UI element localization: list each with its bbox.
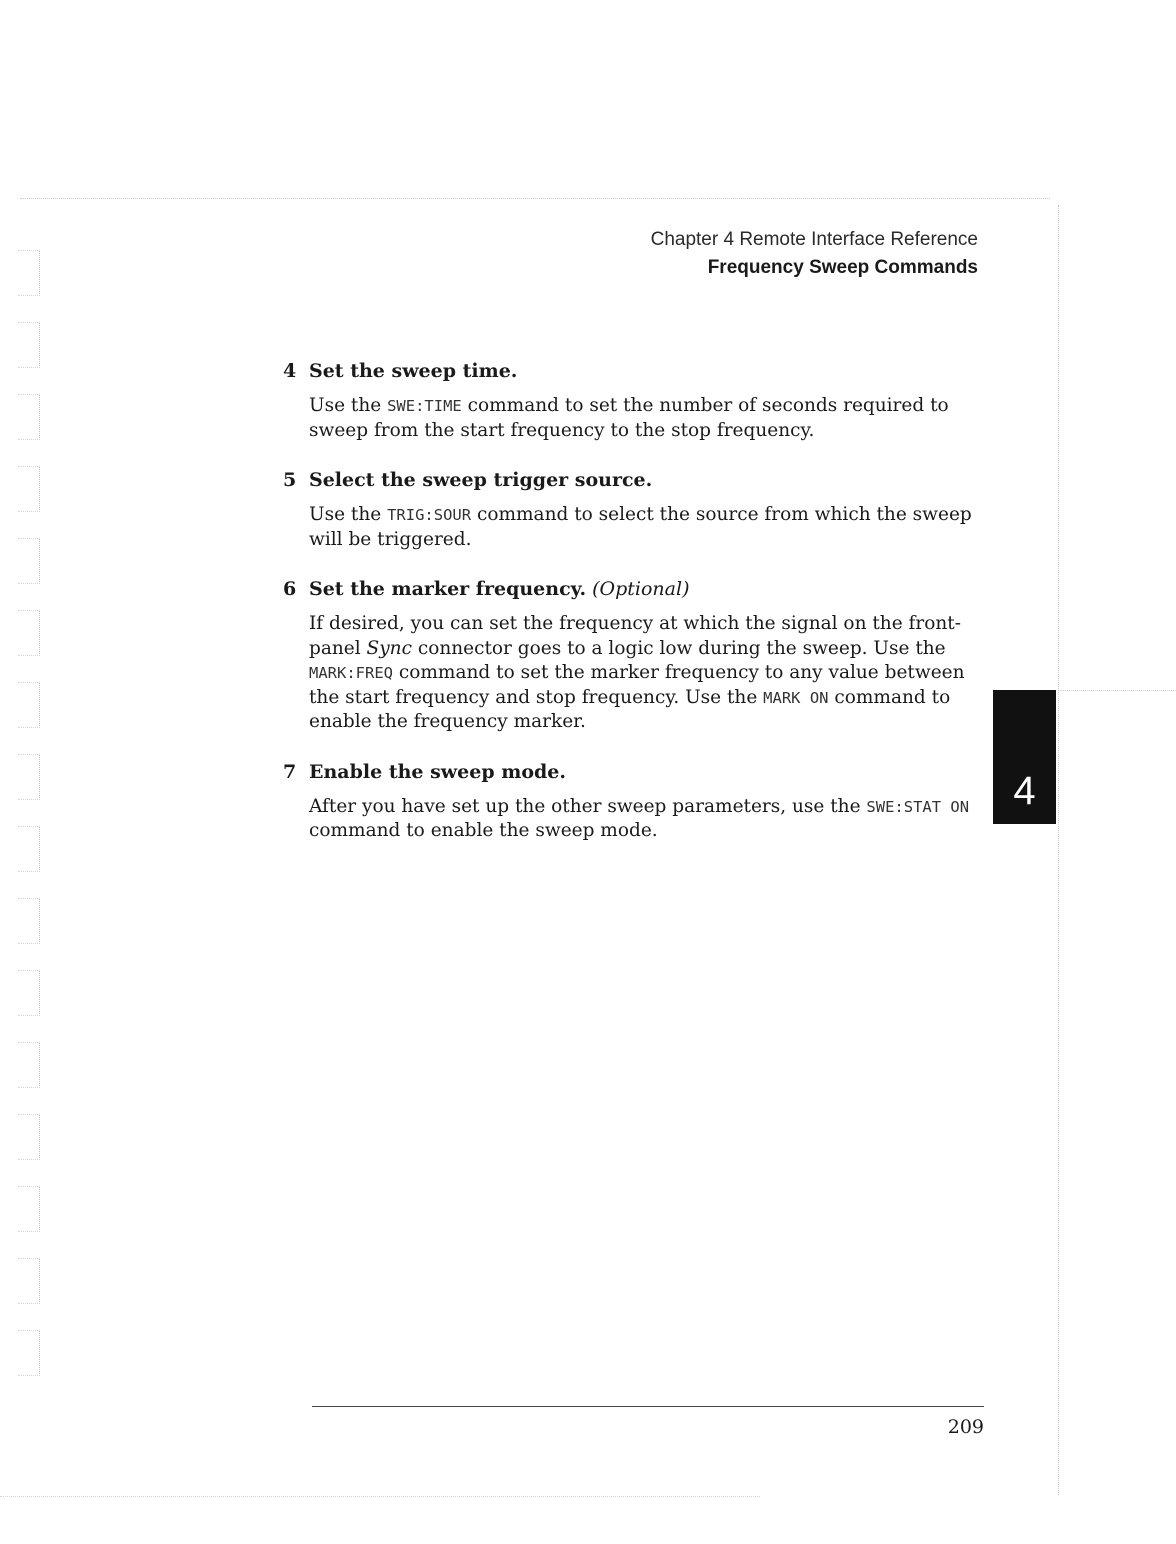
step-5: [283, 465, 983, 552]
connector-name: Sync: [366, 637, 412, 659]
binder-tab-marks: [18, 250, 40, 1402]
step-body: Use the SWE:TIME command to set the number of seconds required to sweep from the start frequency to the stop frequency.: [309, 395, 949, 441]
command-code: TRIG:SOUR: [387, 506, 472, 524]
step-title: Set the sweep time.: [309, 360, 518, 382]
step-title: Enable the sweep mode.: [309, 760, 567, 783]
command-code: MARK ON: [763, 688, 829, 707]
chapter-thumb-tab: [993, 690, 1056, 824]
step-7: [283, 757, 983, 844]
scan-edge-mid: [1060, 690, 1176, 691]
command-code: MARK:FREQ: [309, 664, 393, 682]
step-number: 4: [283, 360, 297, 382]
step-number: 5: [283, 469, 297, 491]
scan-edge-right: [1058, 205, 1059, 1495]
step-body: Use the TRIG:SOUR command to select the source from which the sweep will be triggered.: [309, 504, 972, 550]
step-4: [283, 356, 983, 443]
section-title: Frequency Sweep Commands: [707, 257, 978, 278]
step-number: 7: [283, 760, 297, 783]
running-header: [651, 226, 978, 282]
step-title: Set the marker frequency.: [309, 578, 587, 600]
page-number: 209: [947, 1416, 984, 1438]
command-code: SWE:TIME: [387, 397, 462, 415]
step-body: After you have set up the other sweep parameters, use the SWE:STAT ON command to enable the sweep mode.: [309, 795, 970, 841]
footer-rule: [312, 1406, 984, 1407]
step-title: Select the sweep trigger source.: [309, 469, 653, 491]
command-code: SWE:STAT ON: [866, 797, 970, 816]
scan-edge-top: [20, 198, 1050, 199]
chapter-tab-number: 4: [1013, 769, 1036, 813]
step-number: 6: [283, 578, 297, 600]
optional-note: (Optional): [592, 578, 690, 600]
step-6: [283, 574, 983, 735]
step-body: If desired, you can set the frequency at which the signal on the front-panel Sync connector goes to a logic low during the sweep. Use the MARK:FREQ command to set the marker frequency to any value between the start frequency and stop frequency. Use the MARK ON command to enable the frequency marker.: [309, 613, 965, 732]
chapter-title: Chapter 4 Remote Interface Reference: [650, 229, 978, 250]
scan-edge-bottom: [0, 1496, 760, 1497]
step-list: [283, 356, 983, 866]
